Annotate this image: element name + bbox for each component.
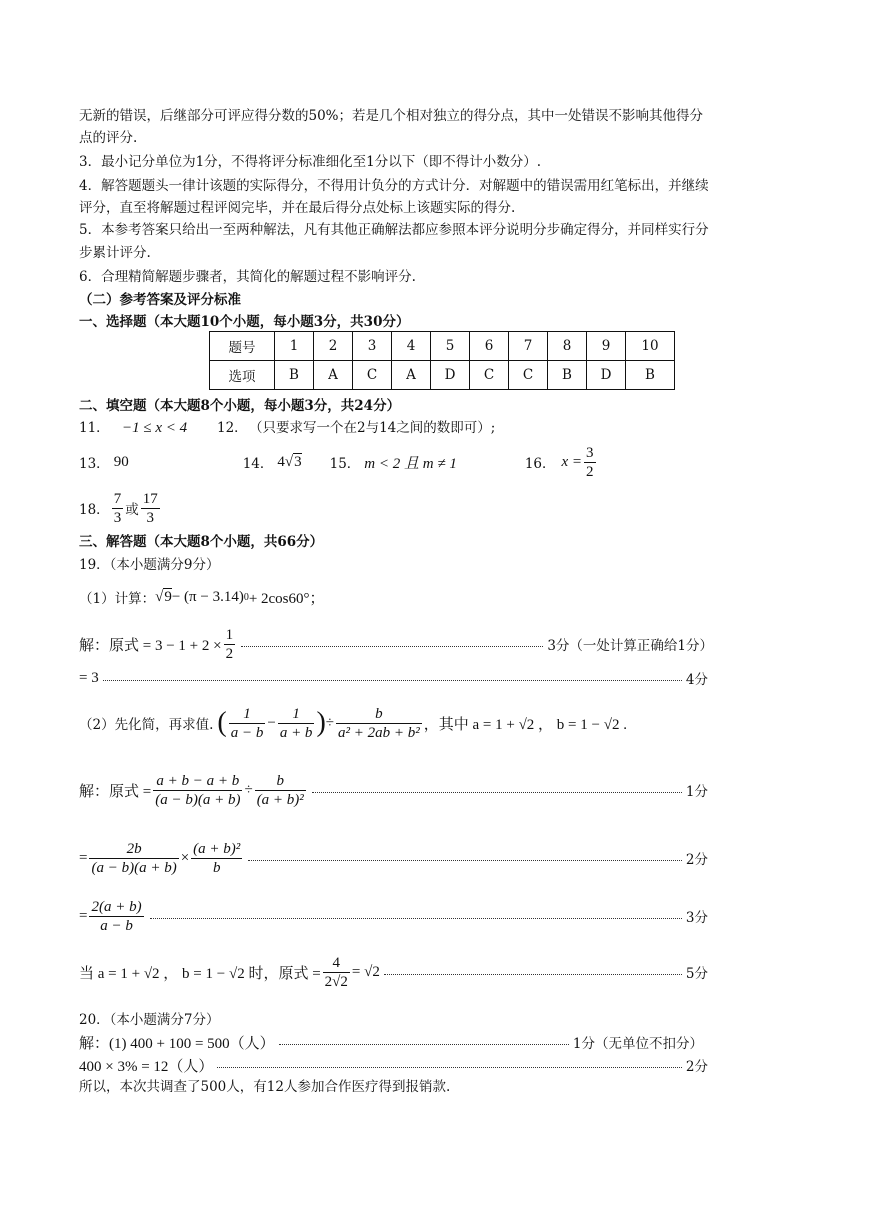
q19-2-step3-fraction bbox=[89, 898, 143, 935]
answer-cell: A bbox=[392, 361, 431, 390]
answer-cell: D bbox=[431, 361, 470, 390]
q12-answer: （只要求写一个在2与14之间的数即可）; bbox=[249, 420, 496, 436]
q19-1-prompt: （1）计算： bbox=[79, 591, 156, 607]
q19-2-step4-fraction bbox=[323, 954, 350, 991]
fraction-denominator: 3 bbox=[146, 509, 154, 526]
note-item-3: 3．最小记分单位为1分，不得将评分标准细化至1分以下（即不得计小数分）. bbox=[79, 154, 542, 170]
dot-leader bbox=[248, 860, 682, 861]
table-header-cell: 题号 bbox=[210, 332, 275, 361]
dot-leader bbox=[150, 918, 682, 919]
question-number-cell: 6 bbox=[470, 332, 509, 361]
q16-label: 16． bbox=[524, 456, 556, 472]
q20-title: 20．（本小题满分7分） bbox=[79, 1012, 220, 1028]
question-number-cell: 2 bbox=[314, 332, 353, 361]
fraction-denominator: b bbox=[212, 859, 221, 876]
question-number-cell: 1 bbox=[275, 332, 314, 361]
part2-heading: 二、填空题（本大题8个小题，每小题3分，共24分） bbox=[79, 398, 401, 414]
q19-2-step4-row bbox=[79, 950, 791, 994]
fraction-denominator: (a − b)(a + b) bbox=[91, 859, 177, 876]
fraction-denominator: a − b bbox=[230, 724, 264, 741]
q19-1-solution-row bbox=[79, 624, 791, 664]
q19-1-result-score: 4分 bbox=[685, 672, 708, 688]
fill-answers-11-12 bbox=[79, 419, 791, 437]
q20-conclusion: 所以，本次共调查了500人，有12人参加合作医疗得到报销款. bbox=[79, 1079, 451, 1095]
fraction-numerator: 1 bbox=[225, 626, 234, 643]
note-item-5b: 步累计评分. bbox=[79, 245, 151, 261]
q19-title: 19．（本小题满分9分） bbox=[79, 557, 220, 573]
fraction-denominator: 2√2 bbox=[324, 973, 348, 990]
fraction-numerator: (a + b)² bbox=[193, 840, 241, 857]
fill-answers-13-16 bbox=[79, 444, 791, 480]
q19-2-step2-score: 2分 bbox=[685, 852, 708, 868]
q19-2-fraction-2 bbox=[278, 705, 315, 742]
fraction-numerator: b bbox=[336, 705, 422, 724]
fraction-numerator: a + b − a + b bbox=[153, 772, 242, 791]
fraction-numerator: 2b bbox=[89, 840, 178, 859]
q11-label: 11． bbox=[79, 420, 110, 436]
note-line-1: 无新的错误，后继部分可评应得分数的50%；若是几个相对独立的得分点，其中一处错误不影响其他得分 bbox=[79, 108, 704, 124]
answer-cell: C bbox=[470, 361, 509, 390]
q19-2-step2-fraction-b bbox=[191, 840, 242, 877]
table-header-cell: 选项 bbox=[210, 361, 275, 390]
dot-leader bbox=[312, 792, 682, 793]
fraction-denominator: 2 bbox=[225, 645, 234, 662]
q18-label: 18． bbox=[79, 502, 110, 518]
q19-2-step1-lead: 解：原式 = bbox=[79, 783, 152, 800]
section-standard-heading: （二）参考答案及评分标准 bbox=[79, 292, 241, 308]
q19-2-prompt: （2）先化简，再求值. bbox=[79, 717, 214, 733]
q18-or: 或 bbox=[125, 502, 139, 518]
dot-leader bbox=[384, 974, 682, 975]
table-row-answers bbox=[210, 361, 675, 390]
q14-coef: 4 bbox=[277, 453, 285, 470]
q19-2-fraction-1 bbox=[229, 705, 266, 742]
answer-cell: D bbox=[587, 361, 626, 390]
q19-1-result-row bbox=[79, 668, 791, 688]
fraction-denominator: a + b bbox=[279, 724, 313, 741]
fraction-numerator: b bbox=[255, 772, 306, 791]
q14-radicand: 3 bbox=[294, 454, 302, 470]
answer-cell: B bbox=[275, 361, 314, 390]
q19-2-step3-score: 3分 bbox=[685, 910, 708, 926]
choice-answer-table bbox=[209, 331, 675, 390]
q19-2-step4-result: = √2 bbox=[351, 963, 380, 980]
note-item-5a: 5．本参考答案只给出一至两种解法，凡有其他正确解法都应参照本评分说明分步确定得分，并同样实行分 bbox=[79, 222, 709, 238]
q19-2-condition: ，其中 a = 1 + √2 ， b = 1 − √2 . bbox=[423, 716, 627, 733]
q19-1-exponent: 0 bbox=[243, 591, 249, 603]
fraction-numerator: 4 bbox=[323, 954, 350, 973]
q19-2-step1-fraction-a bbox=[153, 772, 242, 809]
q16-fraction bbox=[584, 444, 596, 481]
fraction-numerator: 3 bbox=[586, 444, 594, 461]
answer-cell: A bbox=[314, 361, 353, 390]
q14-label: 14． bbox=[242, 456, 274, 472]
fraction-denominator: a − b bbox=[100, 917, 133, 934]
q11-answer: −1 ≤ x < 4 bbox=[121, 420, 188, 436]
question-number-cell: 7 bbox=[509, 332, 548, 361]
q20-step1-row bbox=[79, 1032, 791, 1052]
q13-label: 13． bbox=[79, 456, 110, 472]
question-number-cell: 5 bbox=[431, 332, 470, 361]
q19-1-solution-fraction bbox=[224, 626, 236, 663]
q20-step2: 400 × 3% = 12（人） bbox=[79, 1058, 214, 1075]
q20-step1-score: 1分（无单位不扣分） bbox=[572, 1036, 703, 1052]
fraction-denominator: 2 bbox=[586, 463, 594, 480]
q19-2-step4-score: 5分 bbox=[685, 966, 708, 982]
fraction-numerator: 17 bbox=[142, 490, 158, 507]
q19-2-step2-row: = $\frac{2b}{(a - b)(a + b)}$ × $\frac{\text{(a + b)²}}{b}$ 2分 bbox=[79, 840, 708, 876]
note-item-4b: 评分，直至将解题过程评阅完毕，并在最后得分点处标上该题实际的得分. bbox=[79, 200, 516, 216]
note-line-2: 点的评分. bbox=[79, 130, 138, 146]
table-row-numbers bbox=[210, 332, 675, 361]
q19-1-solution-lead: 解：原式 = 3 − 1 + 2 × bbox=[79, 637, 222, 654]
question-number-cell: 3 bbox=[353, 332, 392, 361]
answer-cell: C bbox=[353, 361, 392, 390]
question-number-cell: 4 bbox=[392, 332, 431, 361]
dot-leader bbox=[279, 1044, 569, 1045]
q19-2-step2-fraction-a bbox=[89, 840, 178, 877]
fraction-denominator: (a + b)² bbox=[256, 791, 304, 808]
q16-lhs: x = bbox=[561, 453, 583, 470]
q19-2-step1-fraction-b bbox=[255, 772, 306, 809]
q19-1-radicand: 9 bbox=[164, 589, 172, 605]
fraction-numerator: 1 bbox=[229, 705, 266, 724]
part1-heading: 一、选择题（本大题10个小题，每小题3分，共30分） bbox=[79, 314, 410, 330]
fraction-numerator: 7 bbox=[113, 490, 122, 507]
sqrt-icon: √ bbox=[155, 588, 164, 605]
q19-2-step3-row: = $\frac{2(a + b)}{a - b}$ 3分 bbox=[79, 898, 708, 934]
q15-label: 15． bbox=[329, 456, 361, 472]
note-item-4a: 4．解答题题头一律计该题的实际得分，不得用计负分的方式计分．对解题中的错误需用红笔标出，并继续 bbox=[79, 178, 709, 194]
dot-leader bbox=[241, 646, 543, 647]
part3-heading: 三、解答题（本大题8个小题，共66分） bbox=[79, 534, 324, 550]
q19-2-prompt-row: （2）先化简，再求值. ( $\frac{1}{a - b}$ − $\frac{1}{a + b}$ ) ÷ $\frac{b}{\text{a² + 2ab + b²}}$ ，其中 a = 1 + √2 ， b = 1 − √2 . bbox=[79, 705, 627, 741]
note-item-6: 6．合理精简解题步骤者，其简化的解题过程不影响评分. bbox=[79, 269, 416, 285]
q19-2-step1-row: 解：原式 = $\frac{a + b - a + b}{(a - b)(a + b)}$ ÷ $\frac{b}{\text{(a + b)²}}$ 1分 bbox=[79, 772, 708, 808]
dot-leader bbox=[103, 680, 682, 681]
q19-2-divide: ÷ bbox=[325, 714, 334, 731]
question-number-cell: 8 bbox=[548, 332, 587, 361]
q19-1-prompt-row bbox=[79, 585, 791, 609]
q19-1-expr-c: + 2cos60°； bbox=[248, 590, 325, 607]
q20-step2-score: 2分 bbox=[685, 1059, 708, 1075]
sqrt-icon: √ bbox=[284, 453, 294, 470]
right-paren-icon: ) bbox=[316, 707, 326, 738]
fraction-denominator: 3 bbox=[113, 509, 122, 526]
q19-2-step1-score: 1分 bbox=[685, 784, 708, 800]
question-number-cell: 9 bbox=[587, 332, 626, 361]
q20-step2-row bbox=[79, 1055, 791, 1075]
q18-fraction-a bbox=[112, 490, 124, 527]
q19-1-score: 3分（一处计算正确给1分） bbox=[547, 638, 713, 654]
fraction-numerator: 1 bbox=[278, 705, 315, 724]
q20-step1: 解：(1) 400 + 100 = 500（人） bbox=[79, 1035, 275, 1052]
q12-label: 12． bbox=[217, 420, 248, 436]
q19-1-expr-b: − (π − 3.14) bbox=[171, 588, 244, 605]
q19-2-fraction-3 bbox=[336, 705, 422, 742]
fraction-numerator: 2(a + b) bbox=[91, 898, 142, 915]
answer-cell: C bbox=[509, 361, 548, 390]
question-number-cell: 10 bbox=[626, 332, 675, 361]
fraction-denominator: a² + 2ab + b² bbox=[338, 724, 420, 741]
q15-answer: m < 2 且 m ≠ 1 bbox=[364, 455, 457, 472]
q19-2-step4-lead: 当 a = 1 + √2 ， b = 1 − √2 时，原式 = bbox=[79, 965, 321, 982]
answer-cell: B bbox=[626, 361, 675, 390]
q18-fraction-b bbox=[141, 490, 160, 527]
left-paren-icon: ( bbox=[217, 707, 227, 738]
fill-answer-18 bbox=[79, 489, 791, 527]
q19-1-result: = 3 bbox=[79, 669, 99, 686]
fraction-denominator: (a − b)(a + b) bbox=[155, 791, 241, 808]
dot-leader bbox=[217, 1067, 681, 1068]
q13-answer: 90 bbox=[113, 453, 129, 470]
answer-cell: B bbox=[548, 361, 587, 390]
